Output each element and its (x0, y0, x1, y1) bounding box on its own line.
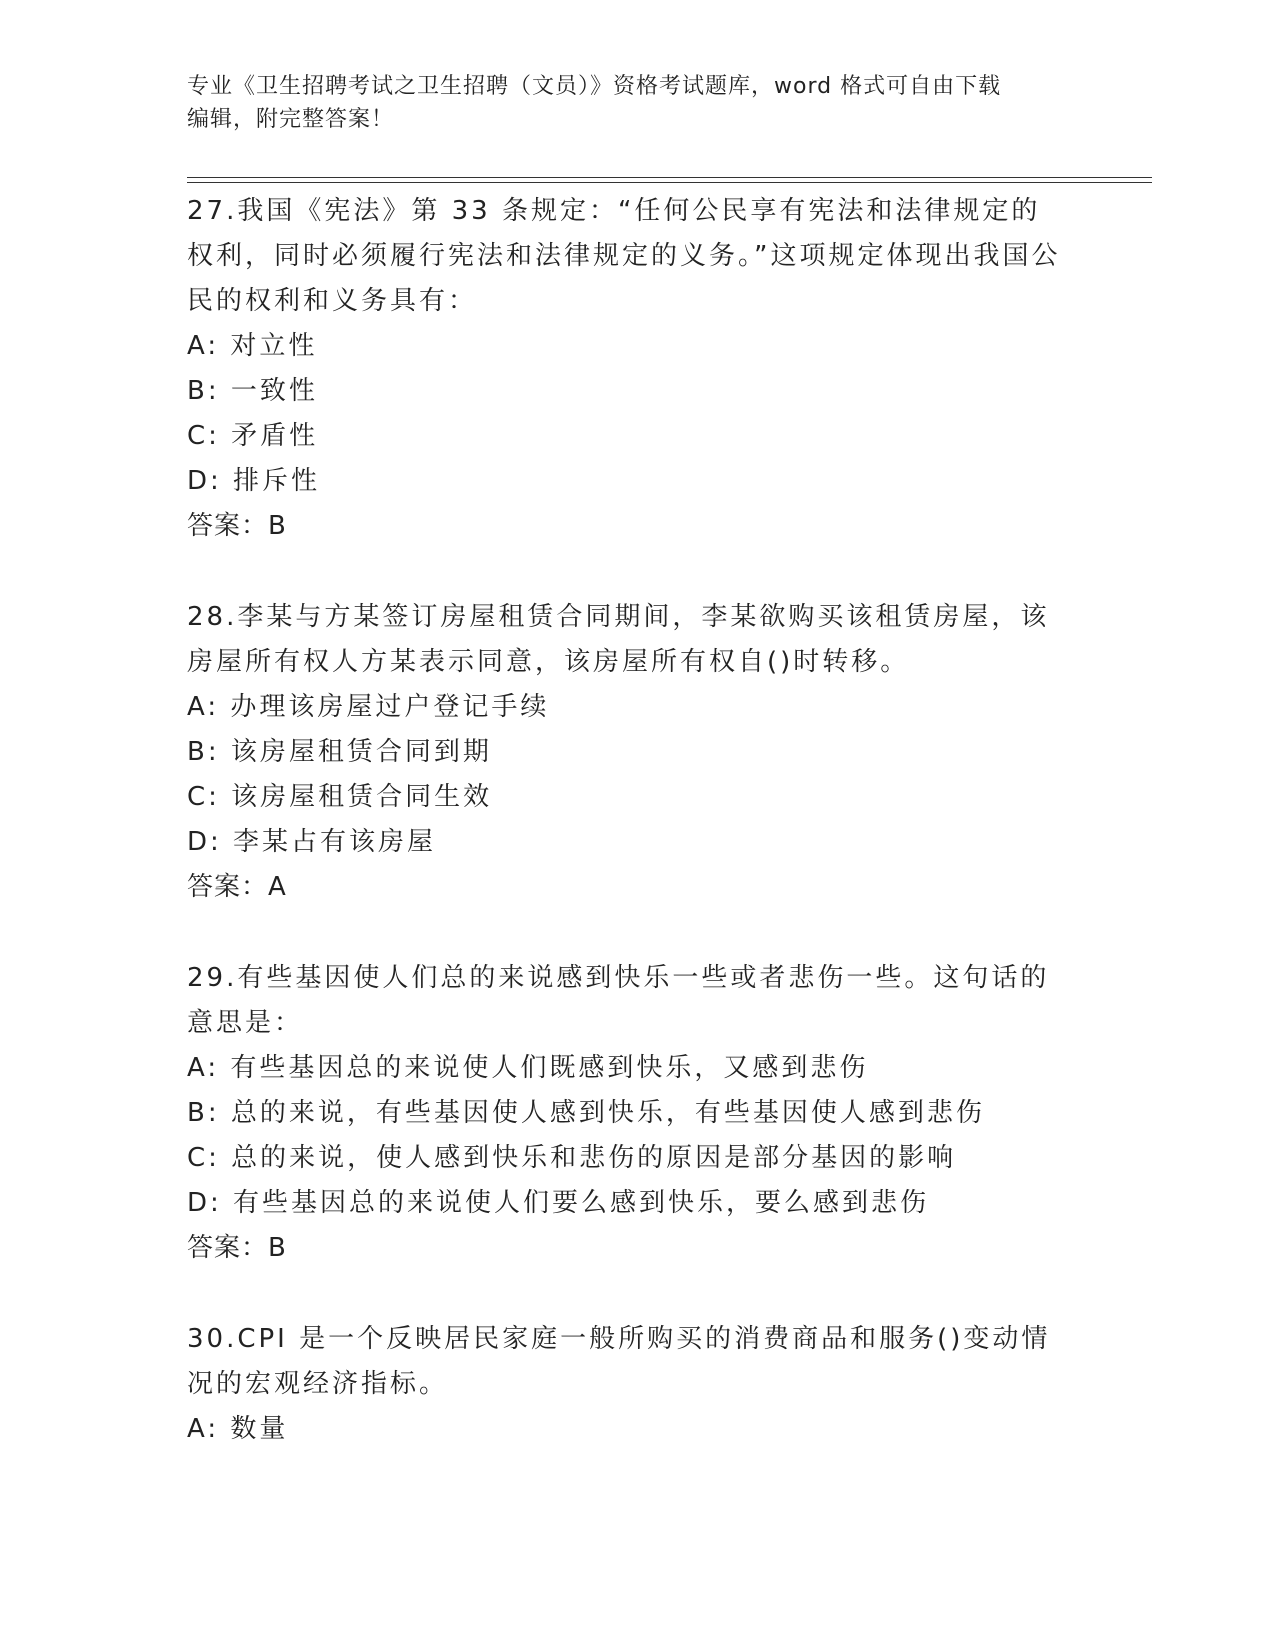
option-d: D: 李某占有该房屋 (187, 827, 437, 857)
option-b: B: 一致性 (187, 376, 318, 406)
answer: 答案：B (187, 1233, 287, 1263)
option-c: C: 总的来说，使人感到快乐和悲伤的原因是部分基因的影响 (187, 1143, 957, 1173)
option-a: A: 有些基因总的来说使人们既感到快乐，又感到悲伤 (187, 1053, 869, 1083)
answer: 答案：A (187, 872, 287, 902)
question-28 (187, 595, 1067, 910)
option-d: D: 排斥性 (187, 466, 321, 496)
header-divider (187, 177, 1152, 183)
option-b: B: 该房屋租赁合同到期 (187, 737, 492, 767)
option-d: D: 有些基因总的来说使人们要么感到快乐，要么感到悲伤 (187, 1188, 930, 1218)
header-line-1: 专业《卫生招聘考试之卫生招聘（文员）》资格考试题库，word 格式可自由下载 (187, 74, 1002, 99)
question-list (187, 189, 1067, 1498)
option-a: A: 对立性 (187, 331, 318, 361)
option-c: C: 该房屋租赁合同生效 (187, 782, 493, 812)
question-30 (187, 1317, 1067, 1452)
option-b: B: 总的来说，有些基因使人感到快乐，有些基因使人感到悲伤 (187, 1098, 985, 1128)
option-c: C: 矛盾性 (187, 421, 319, 451)
option-a: A: 办理该房屋过户登记手续 (187, 692, 550, 722)
option-a: A: 数量 (187, 1414, 289, 1444)
question-stem: 29.有些基因使人们总的来说感到快乐一些或者悲伤一些。这句话的意思是： (187, 963, 1050, 1038)
question-stem: 30.CPI 是一个反映居民家庭一般所购买的消费商品和服务()变动情况的宏观经济指标。 (187, 1324, 1051, 1399)
document-header (187, 70, 1087, 136)
question-stem: 28.李某与方某签订房屋租赁合同期间，李某欲购买该租赁房屋，该房屋所有权人方某表示同意，该房屋所有权自()时转移。 (187, 602, 1050, 677)
answer: 答案：B (187, 511, 287, 541)
question-27 (187, 189, 1067, 549)
question-stem: 27.我国《宪法》第 33 条规定：“任何公民享有宪法和法律规定的权利，同时必须履行宪法和法律规定的义务。”这项规定体现出我国公民的权利和义务具有： (187, 196, 1061, 316)
question-29 (187, 956, 1067, 1271)
header-line-2: 编辑，附完整答案！ (187, 107, 395, 132)
